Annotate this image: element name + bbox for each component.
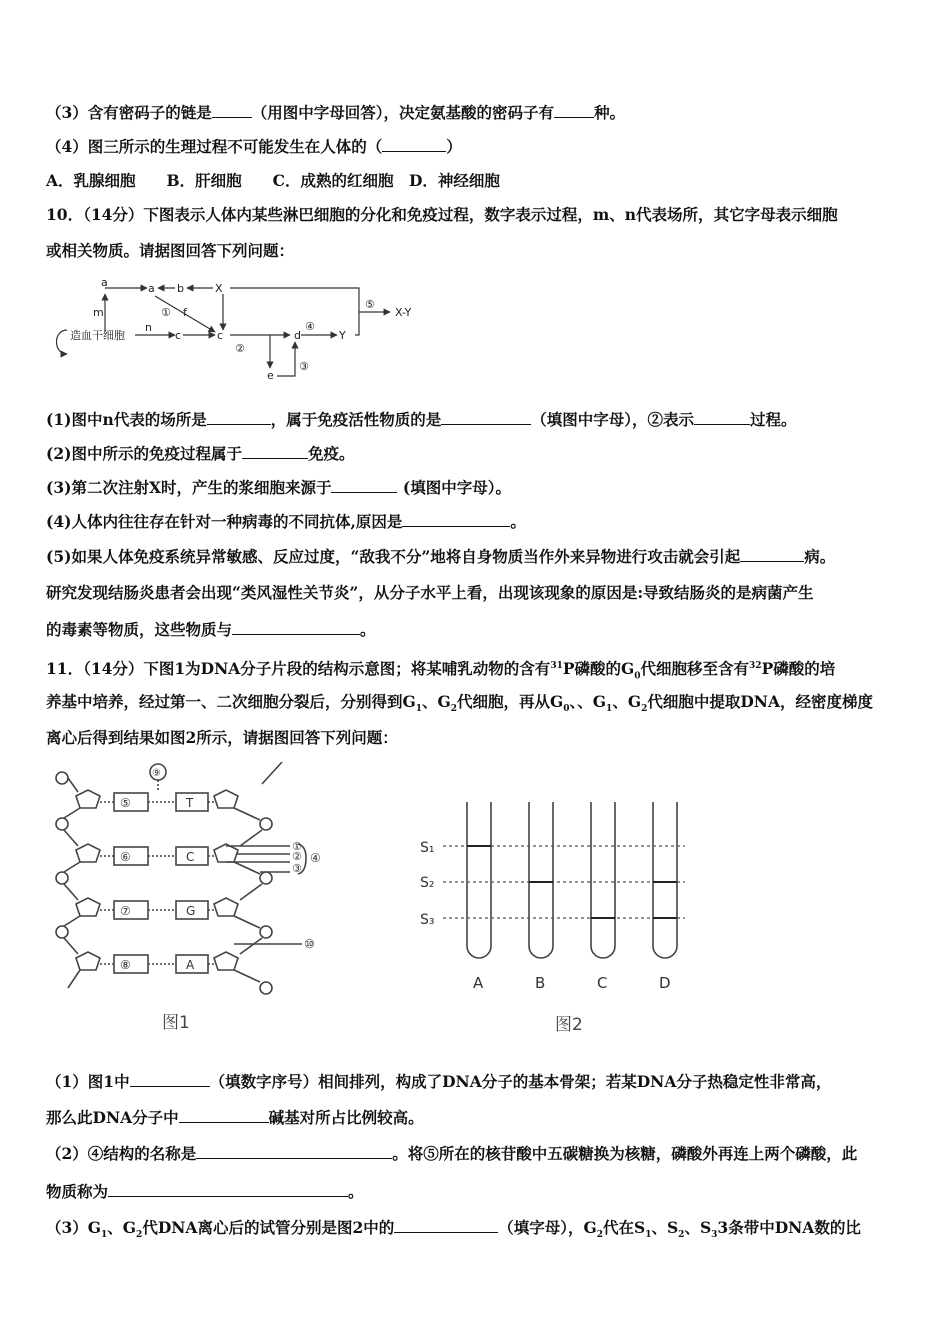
svg-text:③: ③ <box>299 360 309 373</box>
q11-intro-line3: 离心后得到结果如图2所示，请据图回答下列问题： <box>46 728 398 747</box>
q10-intro-line2: 或相关物质。请据图回答下列问题： <box>46 241 295 260</box>
svg-text:B: B <box>535 974 546 992</box>
q10-intro-line1: 10．（14分）下图表示人体内某些淋巴细胞的分化和免疫过程，数字表示过程，m、n代表场所，其它字母表示细胞 <box>46 205 838 224</box>
svg-text:a: a <box>148 282 155 295</box>
q10-sub5-line3: 的毒素等物质，这些物质与 。 <box>46 620 376 639</box>
answer-blank[interactable] <box>694 408 750 425</box>
svg-text:②: ② <box>235 342 245 355</box>
svg-text:图2: 图2 <box>555 1015 583 1035</box>
dna-structure-figure <box>50 762 350 1042</box>
svg-text:n: n <box>145 321 152 334</box>
svg-text:C: C <box>597 974 608 992</box>
svg-text:b: b <box>177 282 184 295</box>
svg-text:X: X <box>215 282 223 295</box>
svg-text:S₂: S₂ <box>420 875 435 891</box>
test-tube-b <box>529 802 553 958</box>
test-tube-a <box>467 802 491 958</box>
answer-blank[interactable] <box>394 1216 498 1233</box>
test-tube-c <box>591 802 615 958</box>
q11-sub1-line2: 那么此DNA分子中 碱基对所占比例较高。 <box>46 1108 424 1127</box>
answer-blank[interactable] <box>402 510 510 527</box>
answer-blank[interactable] <box>554 101 594 118</box>
svg-text:③: ③ <box>292 862 302 875</box>
test-tube-d <box>653 802 677 958</box>
answer-blank[interactable] <box>441 408 531 425</box>
svg-text:A: A <box>186 958 195 972</box>
svg-text:d: d <box>294 329 301 342</box>
svg-text:②: ② <box>292 850 302 863</box>
answer-blank[interactable] <box>212 101 252 118</box>
svg-text:⑤: ⑤ <box>120 796 131 810</box>
q10-sub4: (4)人体内往往存在针对一种病毒的不同抗体,原因是 。 <box>46 512 526 531</box>
svg-text:造血干细胞: 造血干细胞 <box>70 329 125 342</box>
svg-text:A: A <box>473 974 484 992</box>
answer-blank[interactable] <box>242 442 308 459</box>
answer-blank[interactable] <box>207 408 271 425</box>
answer-blank[interactable] <box>331 476 397 493</box>
svg-text:⑧: ⑧ <box>120 958 131 972</box>
svg-text:⑨: ⑨ <box>152 768 161 779</box>
q10-sub3: (3)第二次注射X时，产生的浆细胞来源于 (填图中字母）。 <box>46 478 511 497</box>
svg-text:④: ④ <box>310 851 321 865</box>
q11-sub3-line1: $(3)G_1$、$G_2$代DNA离心后的试管分别是图2中的 （填字母），$G_2$代在$S_1$、$S_2$、$S_33$条带中DNA数的比 <box>46 1218 861 1241</box>
answer-blank[interactable] <box>740 545 804 562</box>
centrifuge-tubes-figure <box>415 796 705 1036</box>
svg-text:c: c <box>175 329 182 342</box>
q10-sub5-line2: 研究发现结肠炎患者会出现“类风湿性关节炎”，从分子水平上看，出现该现象的原因是:导致结肠炎的是病菌产生 <box>46 583 814 602</box>
immune-process-diagram <box>55 278 435 384</box>
q10-sub5-line1: (5)如果人体免疫系统异常敏感、反应过度，“敌我不分”地将自身物质当作外来异物进行攻击就会引起 病。 <box>46 547 836 566</box>
q9-options: A．乳腺细胞 B．肝细胞 C．成熟的红细胞 D．神经细胞 <box>46 171 500 190</box>
q9-part3: （3）含有密码子的链是 （用图中字母回答），决定氨基酸的密码子有 种。 <box>46 103 626 122</box>
answer-blank[interactable] <box>196 1142 392 1159</box>
svg-text:e: e <box>267 369 274 382</box>
svg-text:c: c <box>217 329 224 342</box>
svg-text:S₃: S₃ <box>420 912 435 928</box>
svg-text:C: C <box>186 850 195 864</box>
svg-text:S₁: S₁ <box>420 840 435 856</box>
svg-text:④: ④ <box>305 320 315 333</box>
svg-text:Y: Y <box>339 329 346 342</box>
q11-sub2-line1: （2）④结构的名称是 。将⑤所在的核苷酸中五碳糖换为核糖，磷酸外再连上两个磷酸，此 <box>46 1144 858 1163</box>
svg-text:⑤: ⑤ <box>365 298 375 311</box>
svg-text:①: ① <box>292 840 302 853</box>
q9-part4: （4）图三所示的生理过程不可能发生在人体的（ ） <box>46 137 462 156</box>
answer-blank[interactable] <box>232 618 360 635</box>
q11-intro-line2: 养基中培养，经过第一、二次细胞分裂后，分别得到$G_1$、$G_2$代细胞，再从$G_0$、、$G_1$、$G_2$代细胞中提取DNA，经密度梯度 <box>46 692 873 715</box>
svg-text:D: D <box>659 974 671 992</box>
answer-blank[interactable] <box>130 1070 210 1087</box>
svg-text:f: f <box>183 306 187 319</box>
q10-sub2: (2)图中所示的免疫过程属于 免疫。 <box>46 444 355 463</box>
pentose-sugar <box>76 790 100 808</box>
answer-blank[interactable] <box>108 1180 348 1197</box>
svg-text:⑥: ⑥ <box>120 850 131 864</box>
svg-text:①: ① <box>161 306 171 319</box>
svg-text:G: G <box>186 904 196 918</box>
answer-blank[interactable] <box>179 1106 269 1123</box>
svg-text:X-Y: X-Y <box>395 306 412 319</box>
svg-text:a: a <box>101 278 108 289</box>
svg-text:T: T <box>186 796 194 810</box>
svg-text:图1: 图1 <box>162 1013 190 1033</box>
svg-text:⑦: ⑦ <box>120 904 131 918</box>
q11-sub1-line1: （1）图1中 （填数字序号）相间排列，构成了DNA分子的基本骨架；若某DNA分子热稳定性非常高， <box>46 1072 832 1091</box>
q11-intro-line1: 11．（14分）下图1为DNA分子片段的结构示意图；将某哺乳动物的含有$^{31}$P磷酸的$G_0$代细胞移至含有$^{32}$P磷酸的培 <box>46 659 836 682</box>
svg-text:⑩: ⑩ <box>304 937 315 951</box>
svg-text:m: m <box>93 306 104 319</box>
q10-sub1: (1)图中n代表的场所是 ，属于免疫活性物质的是 （填图中字母），②表示 过程。 <box>46 410 797 429</box>
q11-sub2-line2: 物质称为 。 <box>46 1182 364 1201</box>
answer-blank[interactable] <box>382 135 446 152</box>
